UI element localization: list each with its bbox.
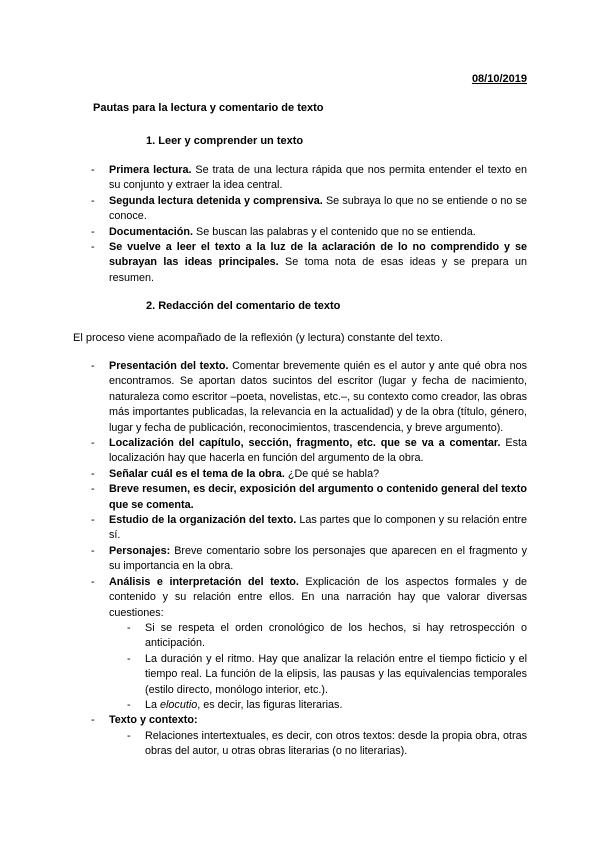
bullet-dash: - [91,714,95,727]
list-item [0,436,527,467]
item-text: Breve comentario sobre los personajes que aparecen en el fragmento y su importancia en la obra. [109,544,527,573]
bullet-dash: - [127,652,131,665]
bullet-dash: - [91,194,95,207]
sub-item-text: , es decir, las figuras literarias. [197,698,343,711]
bullet-dash: - [127,621,131,634]
section-2-intro: El proceso viene acompañado de la reflexión (y lectura) constante del texto. [73,332,443,344]
item-text: Se subraya lo que no se entiende o no se conoce. [109,194,527,223]
item-bold: Presentación del texto. [109,360,229,372]
sub-item-italic: elocutio [160,698,198,711]
item-text: Se toma nota de esas ideas y se prepara un resumen. [109,256,527,284]
section-2-heading: 2. Redacción del comentario de texto [146,300,341,312]
document-date: 08/10/2019 [471,73,527,85]
list-item [0,713,527,759]
list-item [0,359,527,436]
item-bold: Estudio de la organización del texto. [109,514,297,527]
list-item [0,467,527,482]
section-1-list [0,163,527,286]
bullet-dash: - [91,575,95,588]
bullet-dash: - [91,544,95,557]
item-text: ¿De qué se habla? [284,467,380,480]
sub-item-text: Relaciones intertextuales, es decir, con otros textos: desde la propia obra, otras obras del autor, u otras obras literarias (o no literarias). [145,729,527,758]
bullet-dash: - [91,225,95,238]
list-item [0,163,527,194]
bullet-dash: - [91,360,95,372]
section-1-heading: 1. Leer y comprender un texto [146,135,304,147]
item-bold: Se vuelve a leer el texto a la luz de la aclaración de lo no comprendido y se subrayan las ideas principales. [109,241,527,269]
list-item [0,544,527,575]
list-item [0,513,527,544]
document-title: Pautas para la lectura y comentario de texto [93,102,324,114]
list-item [0,194,527,225]
sub-item-text: Si se respeta el orden cronológico de los hechos, si hay retrospección o anticipación. [145,621,527,650]
item-bold: Texto y contexto: [109,714,198,727]
list-item [0,225,527,240]
bullet-dash: - [127,698,131,711]
item-text: Se buscan las palabras y el contenido que no se entienda. [193,225,476,238]
list-item [0,575,527,714]
sub-list-item [109,729,527,760]
item-text: Esta localización hay que hacerla en función del argumento de la obra. [109,437,528,465]
list-item [0,482,527,513]
sub-list-item [109,698,527,713]
item-bold: Análisis e interpretación del texto. [109,575,299,588]
bullet-dash: - [91,164,95,176]
sub-item-text: La [145,698,161,711]
item-bold: Segunda lectura detenida y comprensiva. [109,194,323,207]
sub-list-item [109,621,527,652]
item-bold: Señalar cuál es el tema de la obra. [109,467,285,480]
item-bold: Primera lectura. [109,164,192,176]
item-bold: Personajes: [109,544,171,557]
item-bold: Breve resumen, es decir, exposición del argumento o contenido general del texto que se comenta. [109,483,527,511]
bullet-dash: - [91,437,95,450]
list-item [0,240,527,286]
item-text: Comentar brevemente quién es el autor y ante qué obra nos encontramos. Se aportan datos sucintos del escritor (lugar y fecha de nacimiento, naturaleza como escritor –poeta, novelistas, etc.–, su contexto como creador, las obras más importantes publicadas, la relevancia en la actualidad) y de la obra (título, género, lugar y fecha de publicación, reconocimientos, trascendencia, y breve argumento). [109,360,527,434]
item-text: Se trata de una lectura rápida que nos permita entender el texto en su conjunto y extraer la idea central. [109,164,527,192]
sub-item-text: La duración y el ritmo. Hay que analizar la relación entre el tiempo ficticio y el tiempo real. La función de la elipsis, las pausas y las equivalencias temporales (estilo directo, monólogo interior, etc.). [145,652,527,696]
bullet-dash: - [91,483,95,496]
item-text: Explicación de los aspectos formales y de contenido y su relación entre ellos. En una narración hay que valorar diversas cuestiones: [109,575,527,619]
bullet-dash: - [127,729,131,742]
bullet-dash: - [91,467,95,480]
item-text: Las partes que lo componen y su relación entre sí. [109,514,527,542]
analysis-sublist [109,621,527,713]
context-sublist [109,729,527,760]
item-bold: Localización del capítulo, sección, fragmento, etc. que se va a comentar. [109,437,501,450]
item-bold: Documentación. [109,225,193,238]
sub-list-item [109,652,527,698]
bullet-dash: - [91,241,95,254]
bullet-dash: - [91,514,95,527]
section-2-list [0,359,527,760]
